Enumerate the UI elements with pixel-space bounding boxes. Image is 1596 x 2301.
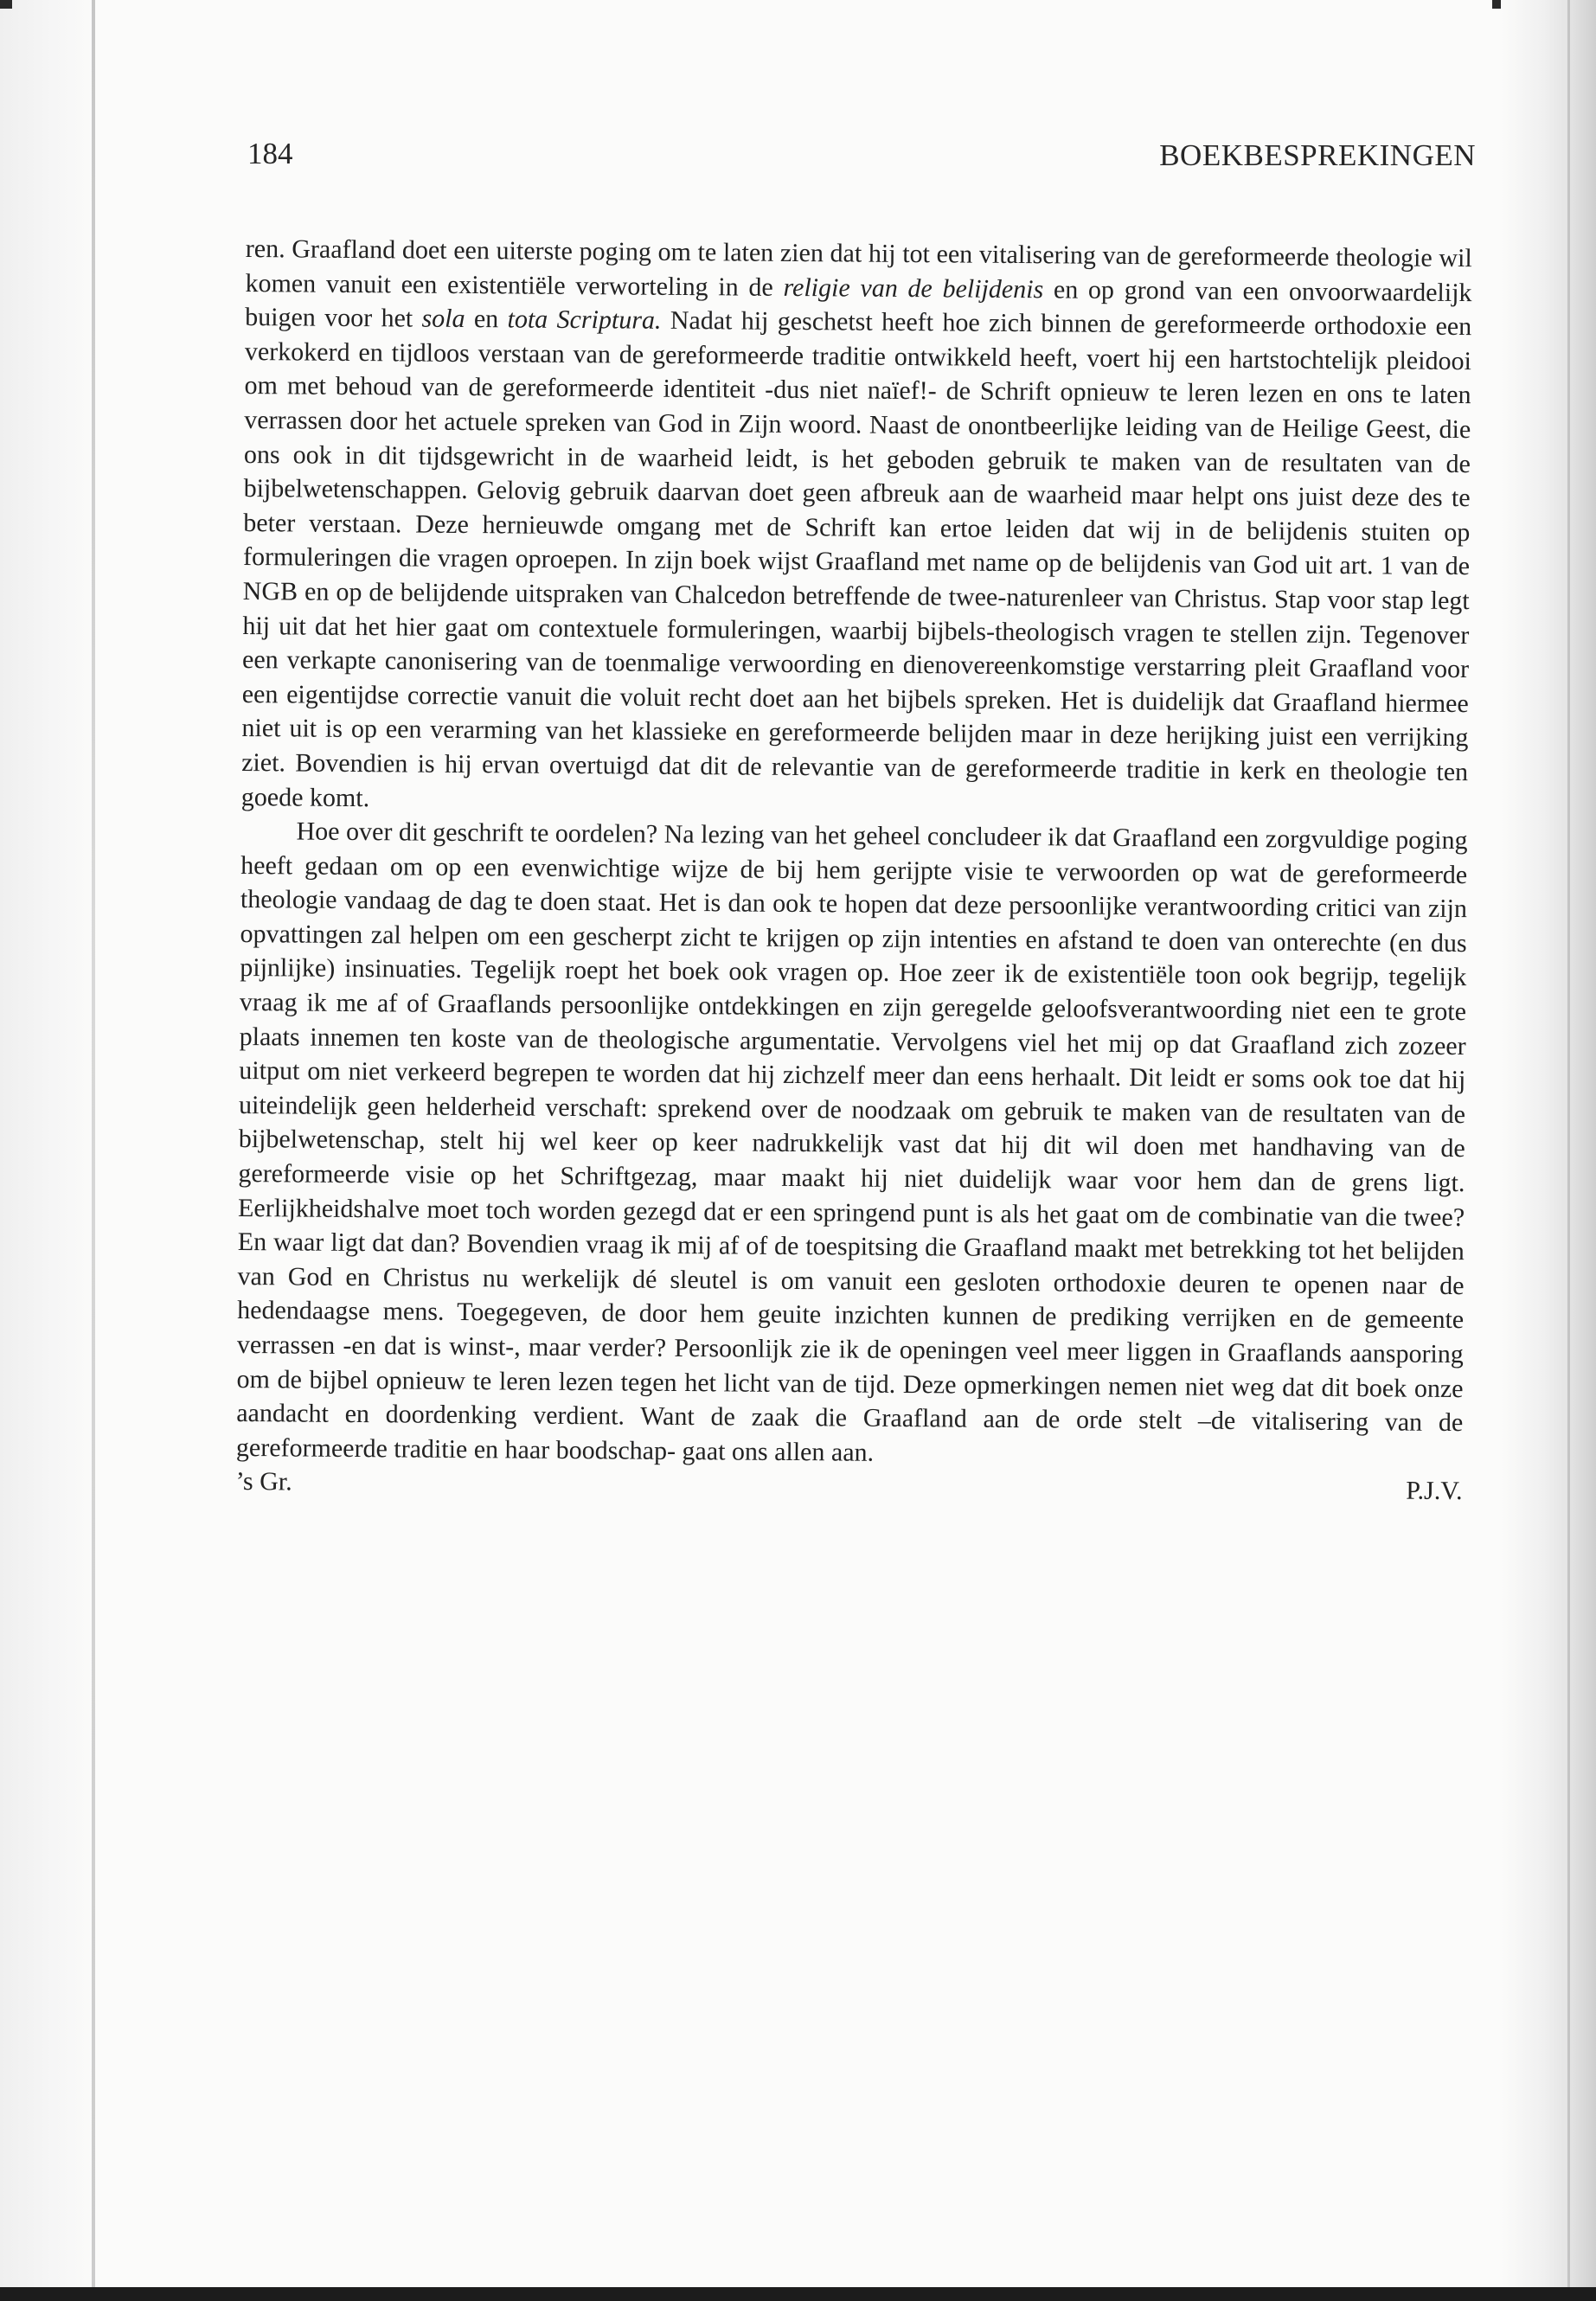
right-page-edge (1501, 0, 1596, 2301)
italic-phrase: tota Scriptura. (507, 304, 662, 335)
text-run: ren. Graafland doet een uiterste poging om te laten zien dat hij tot een vitalisering van de gereformeerde theologie wil komen vanuit een existentiële verworteling in de (245, 234, 1472, 302)
scan-border-bottom (0, 2287, 1596, 2301)
left-gutter-shadow (0, 0, 97, 2301)
binding-edge (92, 0, 95, 2301)
signature-place: ’s Gr. (235, 1467, 292, 1497)
page-header (247, 137, 1476, 189)
page-number: 184 (247, 137, 293, 170)
review-body (235, 232, 1471, 1509)
running-title: BOEKBESPREKINGEN (1159, 138, 1476, 172)
signature-initials: P.J.V. (1406, 1476, 1463, 1506)
scan-border-top-left (0, 0, 12, 9)
italic-phrase: religie van de belijdenis (783, 272, 1044, 304)
text-run: en op grond van een onvoorwaardelijk buigen voor het (245, 274, 1472, 333)
text-run: en (465, 304, 508, 334)
paragraph-evaluation: Hoe over dit geschrift te oordelen? Na lezing van het geheel concludeer ik dat Graafland een zorgvuldige poging heeft gedaan om op een evenwichtige wijze de bij hem gerijpte visie te verwoorden op wat de gereformeerde theologie vandaag de dag te doen staat. Het is dan ook te hopen dat deze persoonlijke verantwoording critici van zijn opvattingen zal helpen om een gescherpt zicht te krijgen op zijn intenties en afstand te doen van onterechte (en dus pijnlijke) insinuaties. Tegelijk roept het boek ook vragen op. Hoe zeer ik de existentiële toon ook begrijp, tegelijk vraag ik me af of Graaflands persoonlijke ontdekkingen en zijn geregelde geloofsverantwoording niet een te grote plaats innemen ten koste van de theologische argumentatie. Vervolgens viel het mij op dat Graafland zich zozeer uitput om niet verkeerd begrepen te worden dat hij zichzelf meer dan eens herhaalt. Dit leidt er soms ook toe dat hij uiteindelijk geen helderheid verschaft: sprekend over de noodzaak om gebruik te maken van de resultaten van de bijbelwetenschap, stelt hij wel keer op keer nadrukkelijk vast dat hij dit wil doen met handhaving van de gereformeerde visie op het Schriftgezag, maar maakt hij niet duidelijk waar voor hem dan de grens ligt. Eerlijkheidshalve moet toch worden gezegd dat er een springend punt is als het gaat om de combinatie van die twee? En waar ligt dat dan? Bovendien vraag ik mij af of de toespitsing die Graafland maakt met betrekking tot het belijden van God en Christus nu werkelijk dé sleutel is om vanuit een gesloten orthodoxie deuren te openen naar de hedendaagse mens. Toegegeven, de door hem geuite inzichten kunnen de prediking verrijken en de gemeente verrassen -en dat is winst-, maar verder? Persoonlijk zie ik de openingen veel meer liggen in Graaflands aansporing om de bijbel opnieuw te leren lezen tegen het licht van de tijd. Deze opmerkingen nemen niet weg dat dit boek onze aandacht en doordenking verdient. Want de zaak die Graafland aan de orde stelt –de vitalisering van de gereformeerde traditie en haar boodschap- gaat ons allen aan. (235, 817, 1468, 1467)
text-run: Nadat hij geschetst heeft hoe zich binnen de gereformeerde orthodoxie een verkokerd en tijdloos verstaan van de gereformeerde traditie ontwikkeld heeft, voert hij een hartstochtelijk pleidooi om met behoud van de gereformeerde identiteit -dus niet naïef!- de Schrift opnieuw te leren lezen en ons te laten verrassen door het actuele spreken van God in Zijn woord. Naast de onontbeerlijke leiding van de Heilige Geest, die ons ook in dit tijdsgewricht in de waarheid leidt, is het geboden gebruik te maken van de resultaten van de bijbelwetenschappen. Gelovig gebruik daarvan doet geen afbreuk aan de waarheid maar helpt ons juist deze des te beter verstaan. Deze hernieuwde omgang met de Schrift kan ertoe leiden dat wij in de belijdenis stuiten op formuleringen die vragen oproepen. In zijn boek wijst Graafland met name op de belijdenis van God uit art. 1 van de NGB en op de belijdende uitspraken van Chalcedon betreffende de twee-naturenleer van Christus. Stap voor stap legt hij uit dat het hier gaat om contextuele formuleringen, waarbij bijbels-theologisch vragen te stellen zijn. Tegenover een verkapte canonisering van de toenmalige verwoording en dienovereenkomstige verstarring pleit Graafland voor een eigentijdse correctie vanuit die voluit recht doet aan het bijbels spreken. Het is duidelijk dat Graafland hiermee niet uit is op een verarming van het klassieke en gereformeerde belijden maar in deze herijking juist een verrijking ziet. Bovendien is hij ervan overtuigd dat dit de relevantie van de gereformeerde traditie in kerk en theologie ten goede komt. (240, 305, 1472, 812)
right-page-edge-line (1567, 0, 1570, 2301)
paragraph-continued (241, 232, 1472, 824)
italic-phrase: sola (421, 304, 465, 334)
